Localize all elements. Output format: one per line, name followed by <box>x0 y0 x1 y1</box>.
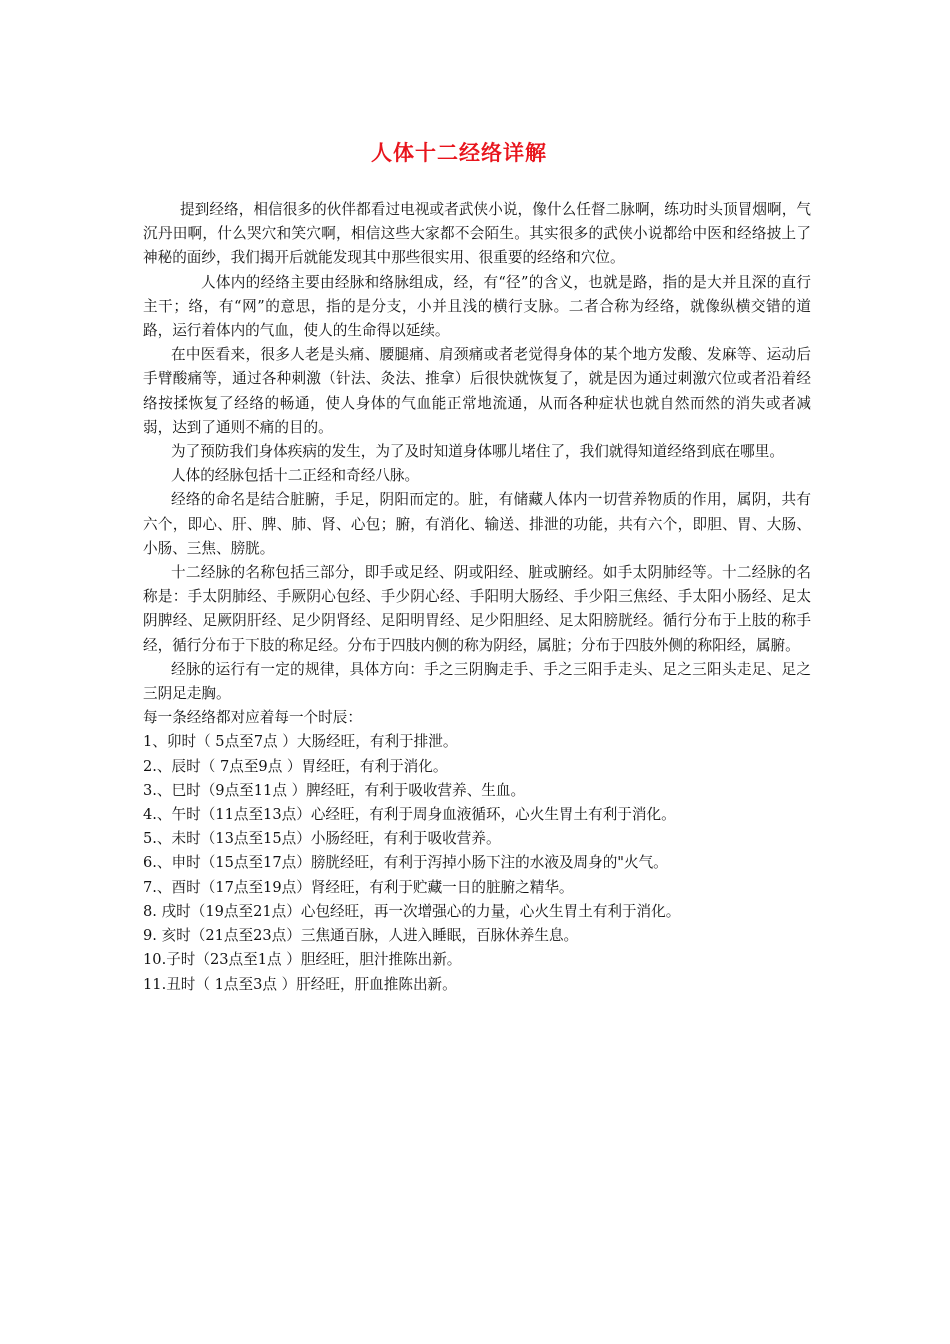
list-item: 4.、午时（11点至13点）心经旺，有利于周身血液循环，心火生胃土有利于消化。 <box>143 806 676 824</box>
list-item: 9. 亥时（21点至23点）三焦通百脉，人进入睡眠，百脉休养生息。 <box>143 927 579 945</box>
list-item: 8. 戌时（19点至21点）心包经旺，再一次增强心的力量，心火生胃土有利于消化。 <box>143 902 681 920</box>
paragraph-intro: 提到经络，相信很多的伙伴都看过电视或者武侠小说，像什么任督二脉啊，练功时头顶冒烟啊，气沉丹田啊，什么哭穴和笑穴啊，相信这些大家都不会陌生。其实很多的武侠小说都给中医和经络披上了神秘的面纱，我们揭开后就能发现其中那些很实用、很重要的经络和穴位。 <box>143 201 811 267</box>
paragraph-direction: 经脉的运行有一定的规律，具体方向：手之三阴胸走手、手之三阳手走头、足之三阳头走足、足之三阴足走胸。 <box>143 660 811 703</box>
document-title: 人体十二经络详解 <box>371 140 547 165</box>
paragraph-composition: 人体的经脉包括十二正经和奇经八脉。 <box>171 467 420 485</box>
list-item: 5.、未时（13点至15点）小肠经旺，有利于吸收营养。 <box>143 830 501 848</box>
list-item: 1、卯时（ 5点至7点 ）大肠经旺，有利于排泄。 <box>143 733 458 751</box>
list-item: 7.、酉时（17点至19点）肾经旺，有利于贮藏一日的脏腑之精华。 <box>143 878 574 896</box>
document-body <box>143 198 811 997</box>
paragraph-prevention: 为了预防我们身体疾病的发生，为了及时知道身体哪儿堵住了，我们就得知道经络到底在哪里。 <box>171 443 784 461</box>
list-intro: 每一条经络都对应着每一个时辰： <box>143 709 362 727</box>
list-item: 6.、申时（15点至17点）膀胱经旺，有利于泻掉小肠下注的水液及周身的"火气。 <box>143 854 668 872</box>
list-item: 2.、辰时（ 7点至9点 ）胃经旺，有利于消化。 <box>143 757 448 775</box>
paragraph-definition: 人体内的经络主要由经脉和络脉组成，经，有“径”的含义，也就是路，指的是大并且深的直行主干；络，有“网”的意思，指的是分支，小并且浅的横行支脉。二者合称为经络，就像纵横交错的道路，运行着体内的气血，使人的生命得以延续。 <box>143 273 811 340</box>
paragraph-twelve-meridians: 十二经脉的名称包括三部分，即手或足经、阴或阳经、脏或腑经。如手太阴肺经等。十二经脉的名称是：手太阴肺经、手厥阴心包经、手少阴心经、手阳明大肠经、手少阳三焦经、手太阳小肠经、足太阴脾经、足厥阴肝经、足少阴肾经、足阳明胃经、足少阳胆经、足太阳膀胱经。循行分布于上肢的称手经，循行分布于下肢的称足经。分布于四肢内侧的称为阴经，属脏；分布于四肢外侧的称阳经，属腑。 <box>143 564 811 654</box>
list-item: 3.、巳时（9点至11点 ）脾经旺，有利于吸收营养、生血。 <box>143 781 526 799</box>
paragraph-tcm-view: 在中医看来，很多人老是头痛、腰腿痛、肩颈痛或者老觉得身体的某个地方发酸、发麻等、运动后手臂酸痛等，通过各种刺激（针法、灸法、推拿）后很快就恢复了，就是因为通过刺激穴位或者沿着经络按揉恢复了经络的畅通，使人身体的气血能正常地流通，从而各种症状也就自然而然的消失或者减弱，达到了通则不痛的目的。 <box>143 346 811 436</box>
list-item: 10.子时（23点至1点 ）胆经旺，胆汁推陈出新。 <box>143 951 462 969</box>
paragraph-naming: 经络的命名是结合脏腑，手足，阴阳而定的。脏，有储藏人体内一切营养物质的作用，属阴，共有六个，即心、肝、脾、肺、肾、心包；腑，有消化、输送、排泄的功能，共有六个，即胆、胃、大肠、小肠、三焦、膀胱。 <box>143 491 811 557</box>
list-item: 11.丑时（ 1点至3点 ）肝经旺，肝血推陈出新。 <box>143 975 457 993</box>
